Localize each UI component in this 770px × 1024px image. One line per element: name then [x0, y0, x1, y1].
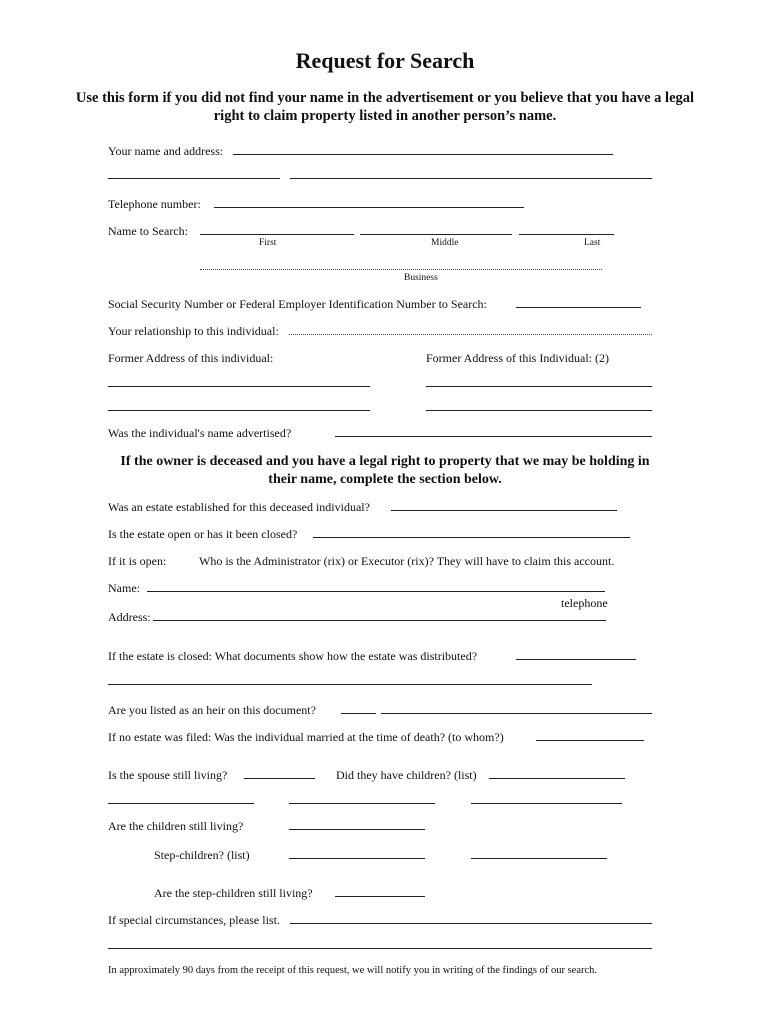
executor-telephone-label: telephone	[561, 596, 608, 610]
no-estate-field[interactable]	[536, 740, 644, 741]
administrator-text: Who is the Administrator (rix) or Executor (rix)? They will have to claim this account.	[199, 554, 615, 568]
executor-name-label: Name:	[108, 581, 140, 595]
step-children-label: Step-children? (list)	[154, 848, 250, 862]
spouse-living-label: Is the spouse still living?	[108, 768, 228, 782]
address-line-field-2[interactable]	[290, 178, 652, 179]
footer-note: In approximately 90 days from the receipt of this request, we will notify you in writing of the findings of our search.	[108, 965, 598, 976]
telephone-label: Telephone number:	[108, 197, 201, 211]
if-closed-label: If the estate is closed: What documents show how the estate was distributed?	[108, 649, 478, 663]
listed-heir-field-2[interactable]	[381, 713, 652, 714]
children-living-field[interactable]	[289, 829, 425, 830]
first-caption: First	[259, 238, 277, 248]
former-address-2-label: Former Address of this Individual: (2)	[426, 351, 609, 365]
relationship-field[interactable]	[289, 334, 652, 335]
telephone-field[interactable]	[214, 207, 524, 208]
last-caption: Last	[584, 238, 601, 248]
step-children-field-1[interactable]	[289, 858, 425, 859]
children-field[interactable]	[489, 778, 625, 779]
step-children-field-2[interactable]	[471, 858, 607, 859]
deceased-section-heading: If the owner is deceased and you have a legal right to property that we may be holding in their name, complete the section below.	[120, 454, 650, 487]
listed-heir-field[interactable]	[341, 713, 376, 714]
special-circumstances-label: If special circumstances, please list.	[108, 913, 280, 927]
if-open-label: If it is open:	[108, 554, 167, 568]
former-address-2-line-2[interactable]	[426, 410, 652, 411]
children-list-field-3[interactable]	[471, 803, 622, 804]
estate-open-closed-field[interactable]	[313, 537, 630, 538]
intro-text: Use this form if you did not find your name in the advertisement or you believe that you have a legal right to claim property listed in another person’s name.	[75, 90, 695, 124]
executor-address-field[interactable]	[153, 620, 606, 621]
executor-address-label: Address:	[108, 610, 151, 624]
if-closed-field[interactable]	[516, 659, 636, 660]
spouse-living-field[interactable]	[244, 778, 315, 779]
page-title: Request for Search	[295, 48, 475, 73]
estate-open-closed-label: Is the estate open or has it been closed?	[108, 527, 298, 541]
former-address-1-label: Former Address of this individual:	[108, 351, 274, 365]
children-list-field-2[interactable]	[289, 803, 435, 804]
first-name-field[interactable]	[200, 234, 354, 235]
name-to-search-label: Name to Search:	[108, 224, 188, 238]
advertised-label: Was the individual's name advertised?	[108, 426, 292, 440]
middle-name-field[interactable]	[360, 234, 512, 235]
advertised-field[interactable]	[335, 436, 652, 437]
special-circumstances-field[interactable]	[290, 923, 652, 924]
no-estate-label: If no estate was filed: Was the individual married at the time of death? (to whom?)	[108, 730, 504, 744]
if-closed-field-2[interactable]	[108, 684, 592, 685]
business-caption: Business	[404, 273, 438, 283]
address-line-field-1[interactable]	[108, 178, 280, 179]
step-children-living-field[interactable]	[335, 896, 425, 897]
special-circumstances-field-2[interactable]	[108, 948, 652, 949]
relationship-label: Your relationship to this individual:	[108, 324, 279, 338]
ssn-field[interactable]	[516, 307, 641, 308]
business-name-field[interactable]	[200, 269, 602, 270]
estate-established-field[interactable]	[391, 510, 617, 511]
children-list-field-1[interactable]	[108, 803, 254, 804]
former-address-1-line-1[interactable]	[108, 386, 370, 387]
ssn-label: Social Security Number or Federal Employer Identification Number to Search:	[108, 297, 487, 311]
executor-name-field[interactable]	[147, 591, 605, 592]
former-address-2-line-1[interactable]	[426, 386, 652, 387]
estate-established-label: Was an estate established for this deceased individual?	[108, 500, 370, 514]
name-address-label: Your name and address:	[108, 144, 224, 158]
step-children-living-label: Are the step-children still living?	[154, 886, 313, 900]
last-name-field[interactable]	[519, 234, 614, 235]
middle-caption: Middle	[431, 238, 459, 248]
former-address-1-line-2[interactable]	[108, 410, 370, 411]
children-label: Did they have children? (list)	[336, 768, 477, 782]
children-living-label: Are the children still living?	[108, 819, 244, 833]
name-address-field[interactable]	[233, 154, 613, 155]
listed-heir-label: Are you listed as an heir on this document?	[108, 703, 316, 717]
